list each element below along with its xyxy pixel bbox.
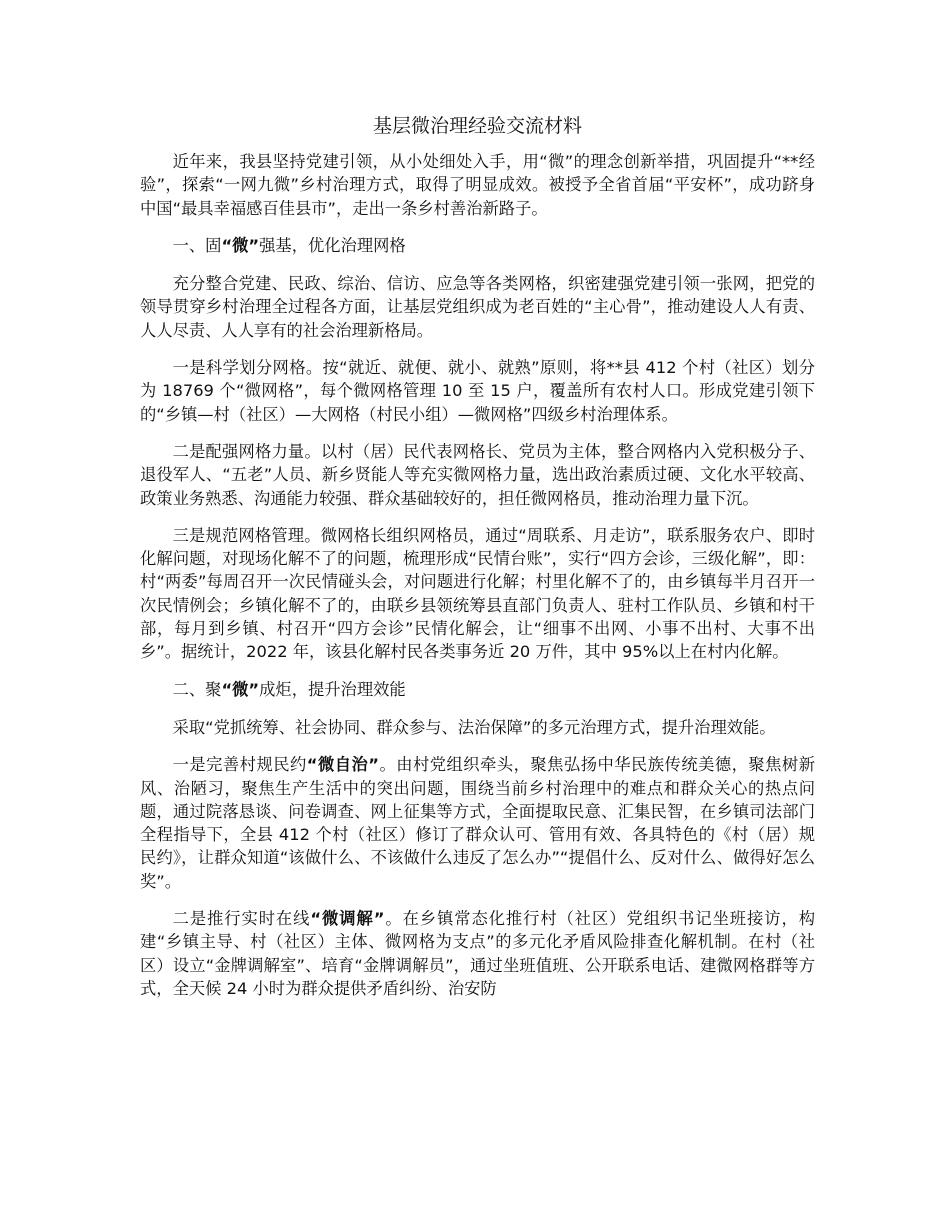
section-2-summary: 采取“党抓统筹、社会协同、群众参与、法治保障”的多元治理方式，提升治理效能。 (172, 717, 776, 737)
section-2-point-1-body: 。由村党组织牵头，聚焦弘扬中华民族传统美德，聚焦树新风、治陋习，聚焦生产生活中的突出问题，围绕当前乡村治理中的难点和群众关心的热点问题，通过院落恳谈、问卷调查、网上征集等方式，全面提取民意、汇集民智，在乡镇司法部门全程指导下，全县 412 个村（社区）修订了群众认可、管用有效、各具特色的《村（居）规民约》，让群众知道“该做什么、不该做什么违反了怎么办”“提倡什么、反对什么、做得好怎么奖”。 (140, 755, 815, 891)
section-1-heading-suffix: 强基，优化治理网格 (259, 235, 406, 255)
document-title: 基层微治理经验交流材料 (372, 115, 582, 137)
section-2-heading-prefix: 二、聚 (172, 679, 222, 699)
section-2-point-2-lead: 二是推行实时在线 (172, 909, 311, 929)
section-2-point-2 (140, 907, 815, 1000)
section-2-heading (140, 678, 815, 701)
section-1-point-3: 三是规范网格管理。微网格长组织网格员，通过“周联系、月走访”，联系服务农户、即时化解问题，对现场化解不了的问题，梳理形成“民情台账”，实行“四方会诊，三级化解”，即：村“两委”每周召开一次民情碰头会，对问题进行化解；村里化解不了的，由乡镇每半月召开一次民情例会；乡镇化解不了的，由联乡县领统筹县直部门负责人、驻村工作队员、乡镇和村干部，每月到乡镇、村召开“四方会诊”民情化解会，让“细事不出网、小事不出村、大事不出乡”。据统计，2022 年，该县化解村民各类事务近 20 万件，其中 95%以上在村内化解。 (140, 525, 815, 662)
document-page (140, 112, 815, 1014)
section-1-heading-keyword: “微” (221, 235, 260, 255)
section-2-point-1-keyword: “微自治” (306, 755, 379, 775)
section-2-point-1 (140, 753, 815, 893)
section-1-point-2: 二是配强网格力量。以村（居）民代表网格长、党员为主体，整合网格内入党积极分子、退役军人、“五老”人员、新乡贤能人等充实微网格力量，选出政治素质过硬、文化水平较高、政策业务熟悉、沟通能力较强、群众基础较好的，担任微网格员，推动治理力量下沉。 (140, 441, 815, 508)
section-1-heading-prefix: 一、固 (172, 235, 222, 255)
section-2-point-2-body: 。在乡镇常态化推行村（社区）党组织书记坐班接访，构建“乡镇主导、村（社区）主体、微网格为支点”的多元化矛盾风险排查化解机制。在村（社区）设立“金牌调解室”、培育“金牌调解员”，通过坐班值班、公开联系电话、建微网格群等方式，全天候 24 小时为群众提供矛盾纠纷、治安防 (140, 909, 815, 998)
section-1-heading (140, 234, 815, 257)
section-2-point-1-lead: 一是完善村规民约 (172, 755, 307, 775)
section-2-heading-suffix: 成炬，提升治理效能 (259, 679, 406, 699)
section-1-summary: 充分整合党建、民政、综治、信访、应急等各类网格，织密建强党建引领一张网，把党的领导贯穿乡村治理全过程各方面，让基层党组织成为老百姓的“主心骨”，推动建设人人有责、人人尽责、人人享有的社会治理新格局。 (140, 274, 815, 340)
section-2-heading-keyword: “微” (221, 679, 260, 699)
section-2-point-2-keyword: “微调解” (310, 909, 385, 929)
section-1-point-1: 一是科学划分网格。按“就近、就便、就小、就熟”原则，将**县 412 个村（社区）划分为 18769 个“微网格”，每个微网格管理 10 至 15 户，覆盖所有农村人口。形成党建引领下的“乡镇—村（社区）—大网格（村民小组）—微网格”四级乡村治理体系。 (140, 358, 815, 424)
intro-paragraph: 近年来，我县坚持党建引领，从小处细处入手，用“微”的理念创新举措，巩固提升“**经验”，探索“一网九微”乡村治理方式，取得了明显成效。被授予全省首届“平安杯”，成功跻身中国“最具幸福感百佳县市”，走出一条乡村善治新路子。 (140, 152, 815, 218)
